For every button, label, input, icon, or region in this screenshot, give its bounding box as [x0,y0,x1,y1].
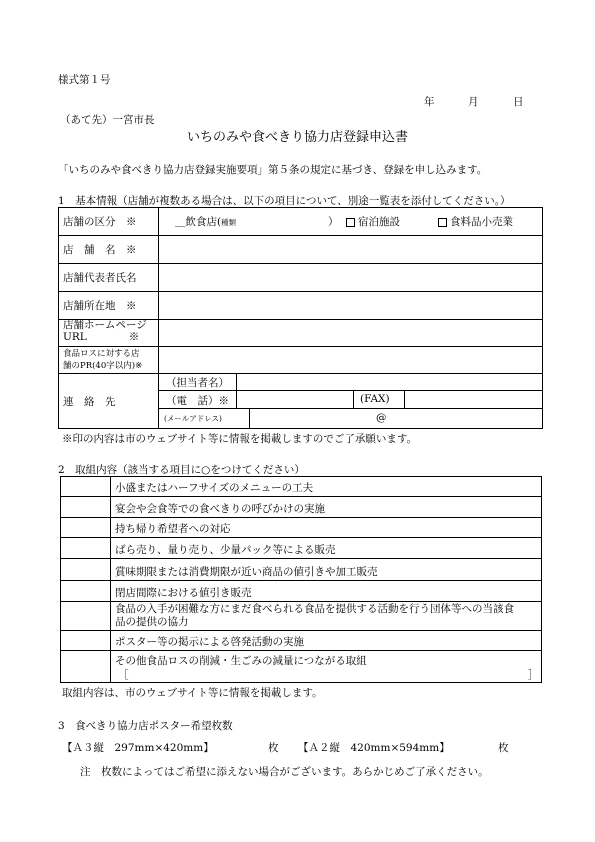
category-restaurant-option[interactable]: ＿飲食店(種類 [175,216,237,228]
other-close-bracket: ］ [528,669,539,681]
initiative-item: ばら売り、量り売り、少量パック等による販売 [115,544,336,556]
fax-label: (FAX) [360,393,390,405]
homepage-url-field[interactable] [159,320,542,346]
initiatives-table [60,476,542,683]
mark-cell-7[interactable] [61,602,110,630]
poster-a3-unit: 枚 [268,742,279,754]
form-number: 様式第１号 [58,74,111,86]
label-contact: 連 絡 先 [63,396,116,408]
poster-a3-label: 【Ａ３縦 297mm×420mm】 [62,742,214,754]
category-retail-option[interactable]: 食料品小売業 [438,214,513,229]
section1-heading: 1 基本情報（店舗が複数ある場合は、以下の項目について、別途一覧表を添付してください。） [58,195,511,207]
label-pr: 食品ロスに対する店 舗のPR(40字以内)※ [63,349,143,371]
section1-note: ※印の内容は市のウェブサイト等に情報を掲載しますのでご了承願います。 [62,433,418,445]
phone-label: （電 話）※ [166,395,229,407]
mark-cell-4[interactable] [61,538,110,558]
email-label: (メールアドレス) [164,414,222,423]
intro-text: 「いちのみや食べきり協力店登録実施要項」第５条の規定に基づき、登録を申し込みます。 [58,164,488,176]
poster-a2-count[interactable] [450,738,495,753]
initiative-item: 小盛またはハーフサイズのメニューの工夫 [115,482,314,494]
initiative-item: 持ち帰り希望者への対応 [115,523,231,535]
date-year: 年 [424,96,435,108]
label-category: 店舗の区分 ※ [63,216,137,228]
label-homepage: 店舗ホームページ URL ※ [63,319,147,343]
date-day: 日 [513,96,524,108]
address-field[interactable] [159,292,542,319]
section3-heading: 3 食べきり協力店ポスター希望枚数 [58,720,233,732]
contact-person-field[interactable] [237,374,542,390]
poster-a2-label: 【Ａ２縦 420mm×594mm】 [298,742,450,754]
label-store-name: 店 舗 名 ※ [63,244,137,256]
poster-a2-unit: 枚 [498,742,509,754]
mark-cell-8[interactable] [61,631,110,650]
mark-cell-2[interactable] [61,497,110,517]
mark-cell-6[interactable] [61,581,110,601]
initiative-item: 閉店間際における値引き販売 [115,587,252,599]
label-address: 店舗所在地 ※ [63,300,137,312]
date-month: 月 [468,96,479,108]
phone-field[interactable] [237,391,353,408]
mark-cell-5[interactable] [61,559,110,580]
section2-heading: 2 取組内容（該当する項目に○をつけてください） [58,464,305,476]
representative-field[interactable] [159,264,542,291]
mark-cell-1[interactable] [61,477,110,496]
initiative-item: 宴会や会食等での食べきりの呼びかけの実施 [115,503,325,515]
fax-field[interactable] [405,391,542,408]
other-open-bracket: ［ [118,669,129,681]
poster-a3-count[interactable] [215,738,265,753]
category-lodging-option[interactable]: 宿泊施設 [346,214,400,229]
restaurant-type-close: ） [328,216,339,228]
initiative-item: ポスター等の掲示による啓発活動の実施 [115,636,304,648]
email-at-sign: @ [376,412,387,424]
lodging-checkbox[interactable] [346,218,355,227]
section3-note: 注 枚数によってはご希望に添えない場合がございます。あらかじめご了承ください。 [80,766,489,778]
initiative-item: 賞味期限または消費期限が近い商品の値引きや加工販売 [115,566,378,578]
addressee: （あて先）一宮市長 [60,114,155,126]
basic-info-table [58,207,543,429]
pr-field[interactable] [159,347,542,373]
page-title: いちのみや食べきり協力店登録申込書 [186,130,408,145]
contact-person-label: （担当者名） [166,377,229,389]
retail-checkbox[interactable] [438,218,447,227]
initiative-item: その他食品ロスの削減・生ごみの減量につながる取組 [115,655,367,667]
section2-note: 取組内容は、市のウェブサイト等に情報を掲載します。 [62,687,323,699]
store-name-field[interactable] [159,236,542,263]
initiative-item: 食品の入手が困難な方にまだ食べられる食品を提供する活動を行う団体等への当該食 品の提供の協力 [115,603,514,628]
email-field[interactable] [250,409,542,429]
label-representative: 店舗代表者氏名 [63,272,137,284]
other-initiative-field[interactable] [128,666,528,680]
mark-cell-3[interactable] [61,518,110,537]
mark-cell-9[interactable] [61,651,110,682]
